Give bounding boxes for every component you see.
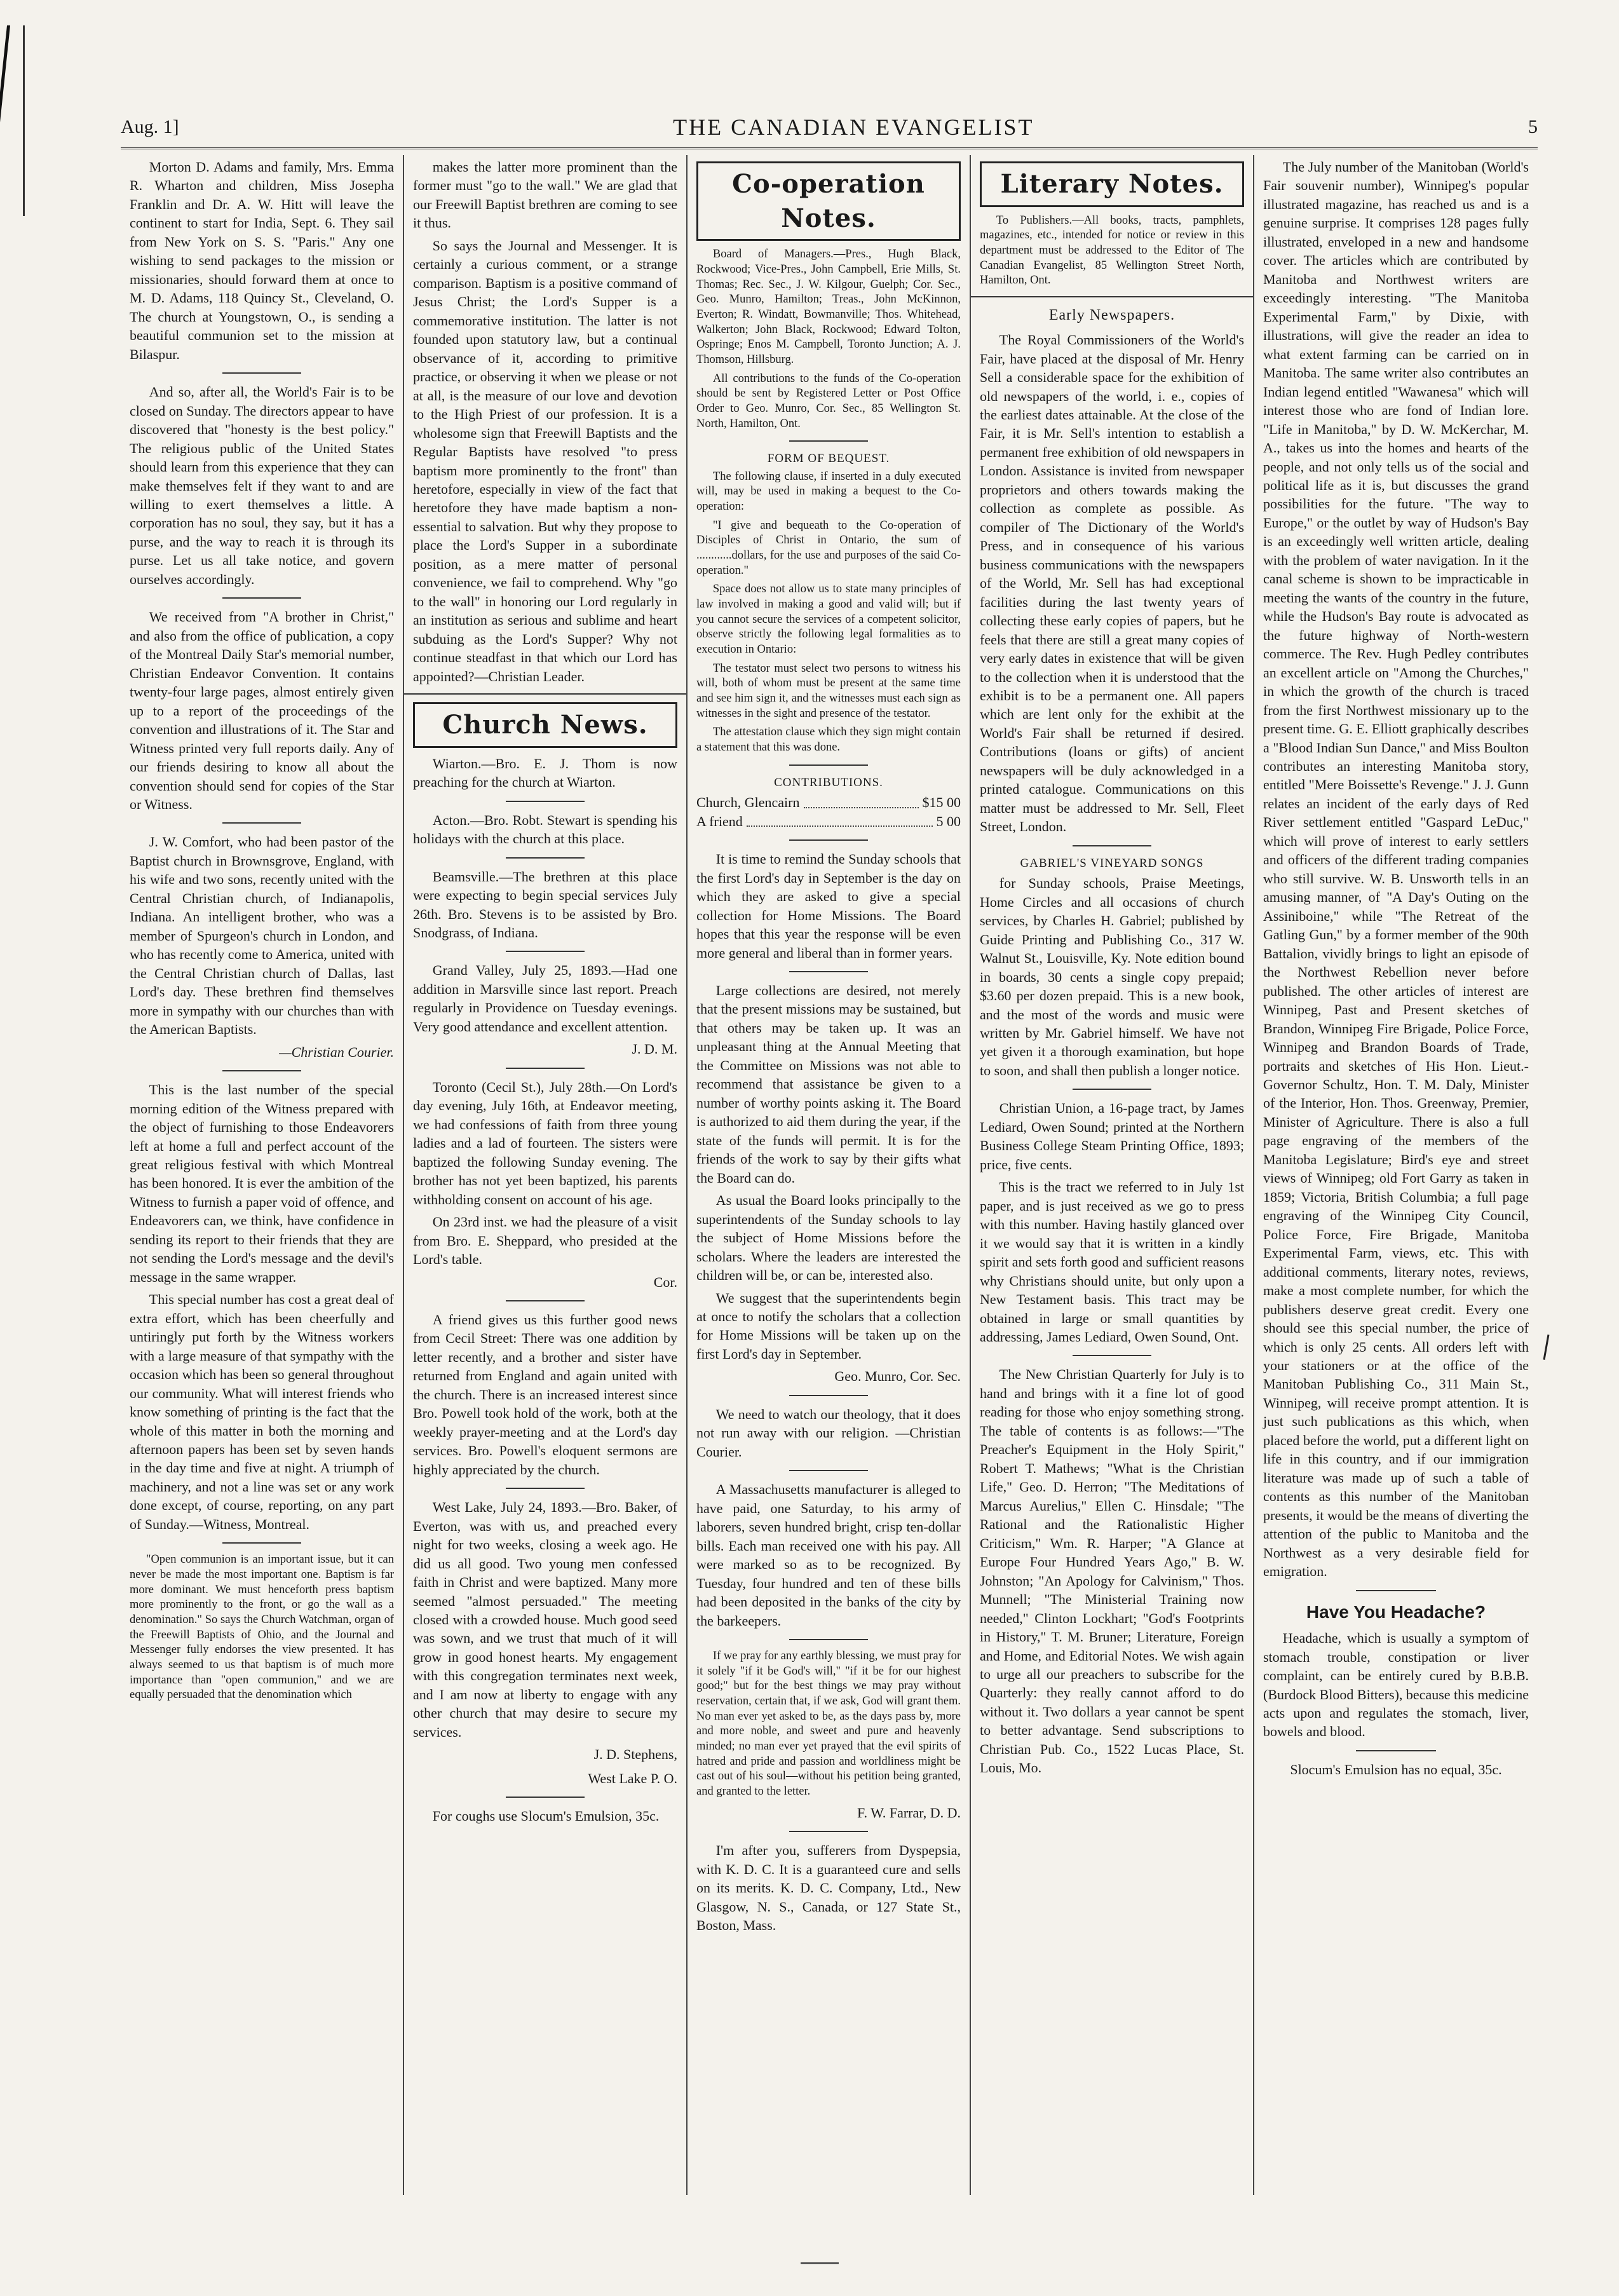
contributor-name: A friend: [696, 813, 743, 829]
news-item: West Lake, July 24, 1893.—Bro. Baker, of Everton, was with us, and preached every night for two weeks, closing a week ago. He did us all good. Two young men confessed faith in Christ and were baptized. Many more seemed "almost persuaded." The meeting closed with a crowded house. Much good seed was sown, and we trust that much of it will grow in good honest hearts. My engagement with this congregation terminates next week, and I am now at liberty to engage with any other church that may desire to secure my services.: [413, 1499, 677, 1740]
advertisement: Slocum's Emulsion has no equal, 35c.: [1290, 1761, 1502, 1777]
paragraph: This is the last number of the special morning edition of the Witness prepared with the object of furnishing to those Endeavorers left at home a full and perfect account of the great religious festival with which Montreal has been honored. It is ever the ambition of the Witness to furnish a paper void of offence, and Endeavorers can, we think, have confidence in sending its report to their friends that they are not sending the Lord's message and the devil's message in the same wrapper.: [130, 1082, 394, 1285]
separator: [222, 1070, 302, 1071]
separator: [506, 951, 585, 952]
paragraph: This special number has cost a great deal of extra effort, which has been cheerfully and untiringly put forth by the Witness workers with a large measure of that sympathy with the occasion which has been so general throughout our community. What will interest friends who know something of printing is the fact that the whole of this matter in both the morning and afternoon papers has been set by seven hands in the day time and five at night. A triumph of machinery, and not a line was set or any work done except, of course, reporting, on any part of Sunday.—Witness, Montreal.: [130, 1291, 394, 1532]
separator: [222, 1542, 302, 1544]
separator: [789, 1639, 869, 1640]
paragraph: The New Christian Quarterly for July is to hand and brings with it a fine lot of good reading for those who enjoy something strong. The table of contents is as follows:—"The Preacher's Equipment in the Holy Spirit," Robert T. Mathews; "What is the Christian Life," Geo. D. Herron; "The Meditations of Marcus Aurelius," Ellen C. Hinsdale; "The Rational and the Rationalistic Higher Criticism," Wm. R. Harper; "A Glance at Europe Four Hundred Years Ago," B. W. Johnston; "An Apology for Calvinism," Thos. Munnell; "The Ministerial Training now needed," Clinton Lockhart; "God's Footprints in History," T. M. Bruner; Literature, Foreign and Home, and Editorial Notes. We wish again to urge all our preachers to subscribe for the Quarterly: they really cannot afford to do without it. Two dollars a year cannot be spent to better advantage. Send subscriptions to Christian Pub. Co., 1522 Lucas Place, St. Louis, Mo.: [980, 1366, 1244, 1776]
leader-dots: [747, 812, 933, 827]
contribution-amount: $15 00: [922, 794, 961, 811]
news-item: Wiarton.—Bro. E. J. Thom is now preaching for the church at Wiarton.: [413, 755, 677, 791]
separator: [789, 839, 869, 841]
margin-ink-line: [23, 25, 30, 216]
paragraph: We received from "A brother in Christ," and also from the office of publication, a copy of the Montreal Daily Star's memorial number, Christian Endeavor Convention. It contains twenty-four large pages, almost entirely given up to a report of the proceedings of the convention and illustrations of it. The Star and Witness printed very full reports daily. Any of our friends desiring to know all about the convention should send for copies of the Star or Witness.: [130, 609, 394, 812]
paragraph: So says the Journal and Messenger. It is certainly a curious comment, or a strange comparison. Baptism is a positive command of Jesus Christ; the Lord's Supper is a commemorative institution. The latter is not founded upon statutory law, but a continual observance of it, according to primitive practice, or observing it when we please or not at all, is the measure of our love and devotion to the High Priest of our profession. It is a wholesome sign that Freewill Baptists and the Regular Baptists have resolved "to press baptism more prominently to the front" than heretofore, especially in view of the fact that heretofore they have made baptism a non-essential to salvation. But why they propose to place the Lord's Supper in a subordinate position, as a mere matter of personal convenience, we fail to comprehend. Why "go to the wall" in honoring our Lord regularly in an institution as serious and sublime and heart subduing as the Lord's Supper? Why not continue steadfast in that which our Lord has appointed?—Christian Leader.: [413, 237, 677, 684]
paragraph: We suggest that the superintendents begin at once to notify the scholars that a collection for Home Missions will be taken up on the first Lord's day in September.: [696, 1289, 961, 1362]
newspaper-title: THE CANADIAN EVANGELIST: [673, 114, 1034, 140]
separator: [789, 1831, 869, 1832]
separator: [1073, 1355, 1152, 1356]
column-4: [971, 155, 1254, 2195]
leader-dots: [804, 793, 919, 808]
paragraph: The July number of the Manitoban (World's Fair souvenir number), Winnipeg's popular illustrated magazine, has reached us and is a genuine surprise. It comprises 128 pages fully illustrated, enveloped in a new and handsome cover. The articles which are contributed by Manitoba and Northwest writers are exceedingly interesting. "The Manitoba Experimental Farm," by Dixie, with illustrations, will give the reader an idea to what extent farming can be carried on in Manitoba. The same writer also contributes an Indian legend entitled "Wawanesa" which will interest those who are fond of Indian lore. "Life in Manitoba," by D. W. McKerchar, M. A., takes us into the homes and hearts of the people, and not only tells us of the social and political life as it is, but discusses the grand possibilities for the future. "The way to Europe," or the outlet by way of Hudson's Bay is an exceedingly well written article, dealing with the problem of water navigation. In it the canal scheme is shown to be impracticable in meeting the wants of the country in the future, while the Hudson's Bay route is advocated as the future highway of North-western commerce. The Rev. Hugh Pedley contributes an excellent article on "Among the Churches," in which the growth of the church is traced from the first Northwest missionary up to the present time. G. E. Elliott graphically describes a "Blood Indian Sun Dance," and Miss Boulton contributes an interesting Manitoba story, entitled "Mere Boissette's Revenge." J. J. Gunn relates an incident of the early days of Red River settlement entitled "Gaspard LeDuc," which will prove of interest to early settlers and officers of the different trading companies who still survive. W. B. Unsworth tells in an amusing manner, of "A Day's Outing on the Assiniboine," while "The Retreat of the Gatling Gun," by a former member of the 90th Battalion, vividly brings to light an episode of the Northwest Rebellion never before published. The other articles of interest are Winnipeg, Past and Present sketches of Brandon, Winnipeg Fire Brigade, Police Force, Winnipeg and Brandon Boards of Trade, portraits and sketches of His Hon. Lieut.-Governor Schultz, Hon. T. M. Daly, Minister of the Interior, Hon. Thos. Greenway, Premier, Minister of Agriculture. There is also a full page engraving of the members of the Manitoba Legislature; Bird's eye and street views of Winnipeg; old Fort Garry as taken in 1859; Victoria, British Columbia; a full page engraving of the Winnipeg City Council, Police Force, Fire Brigade, Manitoba Experimental Farm, views, etc. This with additional comments, literary notes, reviews, make a most complete number, for which the publishers deserve great credit. Every one should see this special number, the price of which is only 25 cents. All orders left with your stationers or at the office of the Manitoban Publishing Co., 311 Main St., Winnipeg, will receive prompt attention. It is just such publications as this which, when placed before the world, put a different light on life in this country, and if our immigration literature was made up of such a table of contents as this number of the Manitoban presents, it would be the means of diverting the attention of the public to Manitoba and the Northwest as a very desirable field for emigration.: [1263, 159, 1529, 1580]
bequest-text: "I give and bequeath to the Co-operation of Disciples of Christ in Ontario, the sum of ............dollars, for the use and purposes of the said Co-operation.": [696, 519, 961, 577]
co-operation-notes-heading: Co-operation Notes.: [696, 161, 961, 241]
paragraph: As usual the Board looks principally to the superintendents of the Sunday schools to lay the subject of Home Missions before the scholars. Where the leaders are interested the children will be, or can be, interested also.: [696, 1192, 961, 1284]
headache-heading: Have You Headache?: [1306, 1601, 1486, 1622]
bequest-text: The testator must select two persons to witness his will, both of whom must be present at the same time and see him sign it, and the witnesses must each sign as witnesses in the sight and presence of the testator.: [696, 662, 961, 720]
separator: [1073, 1089, 1152, 1090]
paragraph: "Open communion is an important issue, but it can never be made the most important one. Baptism is far more dominant. We must henceforth press baptism more prominently to the front, or go the wall as a denomination." So says the Church Watchman, organ of the Freewill Baptists of Ohio, and the Journal and Messenger fully endorses the view presented. It has always seemed to us that baptism is of much more importance than "open communion," and we are equally persuaded that the denomination which: [130, 1553, 394, 1702]
paragraph: Headache, which is usually a symptom of stomach trouble, constipation or liver complaint, can be entirely cured by B.B.B. (Burdock Blood Bitters), because this medicine acts upon and regulates the stomach, liver, bowels and blood.: [1263, 1630, 1529, 1740]
separator: [789, 440, 869, 442]
signature: J. D. Stephens,: [593, 1746, 677, 1763]
separator: [506, 801, 585, 802]
paragraph: The Royal Commissioners of the World's Fair, have placed at the disposal of Mr. Henry Sell a considerable space for the exhibition of old newspapers of the world, i. e., copies of the earliest dates attainable. At the close of the Fair, it is Mr. Sell's intention to establish a permanent free exhibition of old newspapers in London. Assistance is invited from newspaper proprietors and others towards making the collection as complete as possible. As compiler of The Dictionary of the World's Press, and in consequence of his various business communications with the newspapers of the World, Mr. Sell has had exceptional facilities during the last twenty years of collecting these early copies of papers, but he feels that there are still a great many copies of very early dates in existence that will be given to the collection when it is understood that the exhibit is to be a permanent one. All papers which are lent only for the exhibit at the World's Fair shall be returned if desired. Contributions (loans or gifts) of ancient newspapers will be duly acknowledged in a printed catalogue. Communications on this matter must be addressed to Mr. Sell, Fleet Street, London.: [980, 332, 1244, 835]
article-columns: [121, 155, 1538, 2195]
news-item: Grand Valley, July 25, 1893.—Had one addition in Marsville since last report. Preach regularly in Providence on Tuesday evenings. Very good attendance and excellent attention.: [413, 962, 677, 1035]
early-newspapers-heading: Early Newspapers.: [1048, 306, 1175, 323]
news-item: Acton.—Bro. Robt. Stewart is spending his holidays with the church at this place.: [413, 812, 677, 847]
separator: [1073, 845, 1152, 846]
separator: [404, 693, 686, 695]
paragraph: Morton D. Adams and family, Mrs. Emma R. Wharton and children, Miss Josepha Franklin and Dr. A. W. Hitt will leave the continent to start for India, Sept. 6. They sail from New York on S. S. "Paris." Any one wishing to send packages to the mission or missionaries, should forward them at once to M. D. Adams, 118 Quincy St., Cleveland, O. The church at Youngstown, O., is sending a beautiful communion set to the mission at Bilaspur.: [130, 159, 394, 362]
church-news-heading: Church News.: [413, 702, 677, 748]
page-number: 5: [1528, 116, 1538, 137]
advertisement: For coughs use Slocum's Emulsion, 35c.: [432, 1808, 660, 1824]
separator: [789, 1470, 869, 1471]
separator: [1356, 1750, 1435, 1751]
issue-date: Aug. 1]: [121, 116, 179, 137]
paragraph: We need to watch our theology, that it does not run away with our religion. —Christian Courier.: [696, 1406, 961, 1460]
signature: Cor.: [653, 1274, 677, 1290]
column-1: [121, 155, 404, 2195]
separator: [789, 764, 869, 766]
paragraph: If we pray for any earthly blessing, we must pray for it solely "if it be God's will," "if it be for our highest good;" but for the best things we may pray without reservation, certain that, if we ask, God will grant them. No man ever yet asked to be, as the days pass by, more and more noble, and sweet and pure and heavenly minded; no man ever yet prayed that the evil spirits of hatred and pride and passion and worldliness might be cast out of his soul—without his petition being granted, and granted to the letter.: [696, 1650, 961, 1798]
paragraph: makes the latter more prominent than the former must "go to the wall." We are glad that our Freewill Baptist brethren are coming to see it thus.: [413, 159, 677, 231]
separator: [506, 1068, 585, 1069]
publishers-note: To Publishers.—All books, tracts, pamphlets, magazines, etc., intended for notice or review in this department must be addressed to the Editor of The Canadian Evangelist, 85 Wellington Street North, Hamilton, Ont.: [980, 214, 1244, 287]
contributions-note: All contributions to the funds of the Co-operation should be sent by Registered Letter or Post Office Order to Geo. Munro, Cor. Sec., 85 Wellington St. North, Hamilton, Ont.: [696, 372, 961, 430]
paragraph: Large collections are desired, not merely that the present missions may be sustained, but that others may be taken up. It was an unpleasant thing at the Annual Meeting that the Committee on Missions was not able to recommend that assistance be given to a number of worthy points asking it. The Board is authorized to aid them during the year, if the state of the funds will permit. It is for the friends of the work to say by their gifts what the Board can do.: [696, 982, 961, 1186]
page-smudge: [801, 2262, 839, 2264]
signature: J. D. M.: [632, 1041, 677, 1057]
attribution: —Christian Courier.: [279, 1043, 394, 1060]
contributor-name: Church, Glencairn: [696, 794, 800, 811]
contributions-heading: CONTRIBUTIONS.: [774, 775, 883, 789]
paragraph: This is the tract we referred to in July 1st paper, and is just received as we go to press with this number. Having hastily glanced over it we would say that it is written in a kindly spirit and sets forth good and sufficient reasons why Christians should unite, but only upon a New Testament basis. This tract may be obtained in large or small quantities by addressing, James Lediard, Owen Sound, Ont.: [980, 1179, 1244, 1345]
contribution-row: [696, 812, 961, 831]
separator: [789, 1395, 869, 1396]
board-of-managers: Board of Managers.—Pres., Hugh Black, Rockwood; Vice-Pres., John Campbell, Erie Mills, St. Thomas; Rec. Sec., J. W. Kilgour, Guelph; Cor. Sec., Geo. Munro, Hamilton; Treas., John McKinnon, Everton; R. Windatt, Bowmanville; Thos. Whitehead, Walkerton; John Black, Rockwood; Edward Tolton, Ospringe; Enos M. Campbell, Toronto Junction; A. J. Thomson, Hillsburg.: [696, 248, 961, 366]
signature: F. W. Farrar, D. D.: [857, 1804, 961, 1821]
separator: [222, 597, 302, 599]
paragraph: J. W. Comfort, who had been pastor of the Baptist church in Brownsgrove, England, with his wife and two sons, recently united with the Central Christian church, of Indianapolis, Indiana. An intelligent brother, who was a member of Spurgeon's church in London, and who has recently come to America, united with the Central Christian church of Dallas, last Lord's day. These brethren find themselves more in sympathy with our churches than with the American Baptists.: [130, 834, 394, 1038]
contribution-amount: 5 00: [936, 813, 961, 829]
news-item: A friend gives us this further good news from Cecil Street: There was one addition by letter recently, and a brother and sister have returned from England and again united with the church. There is an increased interest since Bro. Powell took hold of the work, both at the weekly prayer-meeting and at the Lord's day services. Bro. Powell's eloquent sermons are highly appreciated by the church.: [413, 1311, 677, 1477]
advertisement: I'm after you, sufferers from Dyspepsia, with K. D. C. It is a guaranteed cure and sells on its merits. K. D. C. Company, Ltd., New Glasgow, N. S., Canada, or 127 State St., Boston, Mass.: [696, 1842, 961, 1934]
header-rule: [121, 147, 1538, 149]
separator: [222, 372, 302, 374]
separator: [789, 971, 869, 972]
margin-ink-mark: [1543, 1335, 1550, 1360]
separator: [506, 1797, 585, 1798]
news-item: Beamsville.—The brethren at this place were expecting to begin special services July 26th. Bro. Stevens is to be assisted by Bro. Snodgrass, of Indiana.: [413, 868, 677, 941]
news-item: Toronto (Cecil St.), July 28th.—On Lord's day evening, July 16th, at Endeavor meeting, we had confessions of faith from three young ladies and a lad of fourteen. The sisters were baptized the following Sunday evening. The brother has not yet been baptized, his parents withholding consent on account of his age.: [413, 1078, 677, 1207]
paragraph: Christian Union, a 16-page tract, by James Lediard, Owen Sound; printed at the Northern Business College Steam Printing Office, 1893; price, five cents.: [980, 1100, 1244, 1172]
separator: [506, 857, 585, 859]
bequest-text: The following clause, if inserted in a duly executed will, may be used in making a bequest to the Co-operation:: [696, 470, 961, 513]
literary-notes-heading: Literary Notes.: [980, 161, 1244, 207]
separator: [1356, 1590, 1435, 1591]
separator: [506, 1488, 585, 1489]
page-header: [121, 108, 1538, 146]
paragraph: It is time to remind the Sunday schools that the first Lord's day in September is the day on which they are asked to give a special collection for Home Missions. The Board hopes that this year the response will be even more general and liberal than in former years.: [696, 851, 961, 961]
separator: [971, 296, 1253, 297]
column-3: [688, 155, 971, 2195]
signature: Geo. Munro, Cor. Sec.: [834, 1368, 961, 1385]
bequest-text: Space does not allow us to state many principles of law involved in making a good and valid will; but if you cannot secure the services of a competent solicitor, observe strictly the following legal formalities as to execution in Ontario:: [696, 583, 961, 656]
paragraph: for Sunday schools, Praise Meetings, Home Circles and all occasions of church services, by Charles H. Gabriel; published by Guide Printing and Publishing Co., 317 W. Walnut St., Louisville, Ky. Note edition bound in boards, 30 cents a single copy prepaid; $3.60 per dozen prepaid. This is a new book, and the most of the words and music were written by Mr. Gabriel himself. We have not yet given it a thorough examination, but hope to soon, and shall then publish a longer notice.: [980, 875, 1244, 1078]
column-5: [1254, 155, 1538, 2195]
bequest-heading: FORM OF BEQUEST.: [767, 452, 890, 466]
paragraph: And so, after all, the World's Fair is to be closed on Sunday. The directors appear to have discovered that "honesty is the best policy." The religious public of the United States should learn from this experience that they can make themselves felt if they want to and are willing to exert themselves a little. A corporation has no soul, they say, but it has a purse, and the way to reach it is through its purse. Let us all take notice, and govern ourselves accordingly.: [130, 384, 394, 587]
bequest-text: The attestation clause which they sign might contain a statement that this was done.: [696, 726, 961, 754]
paragraph: A Massachusetts manufacturer is alleged to have paid, one Saturday, to his army of laborers, seven hundred bright, crisp ten-dollar bills. Each man received one with his pay. All were marked so as to be recognized. By Tuesday, four hundred and ten of these bills had been deposited in the banks of the city by the barkeepers.: [696, 1481, 961, 1629]
gabriel-heading: GABRIEL'S VINEYARD SONGS: [1020, 856, 1204, 870]
separator: [222, 822, 302, 824]
separator: [506, 1300, 585, 1301]
news-item: On 23rd inst. we had the pleasure of a visit from Bro. E. Sheppard, who presided at the Lord's table.: [413, 1214, 677, 1268]
column-2: [404, 155, 688, 2195]
signature: West Lake P. O.: [588, 1770, 677, 1786]
contribution-row: [696, 793, 961, 812]
